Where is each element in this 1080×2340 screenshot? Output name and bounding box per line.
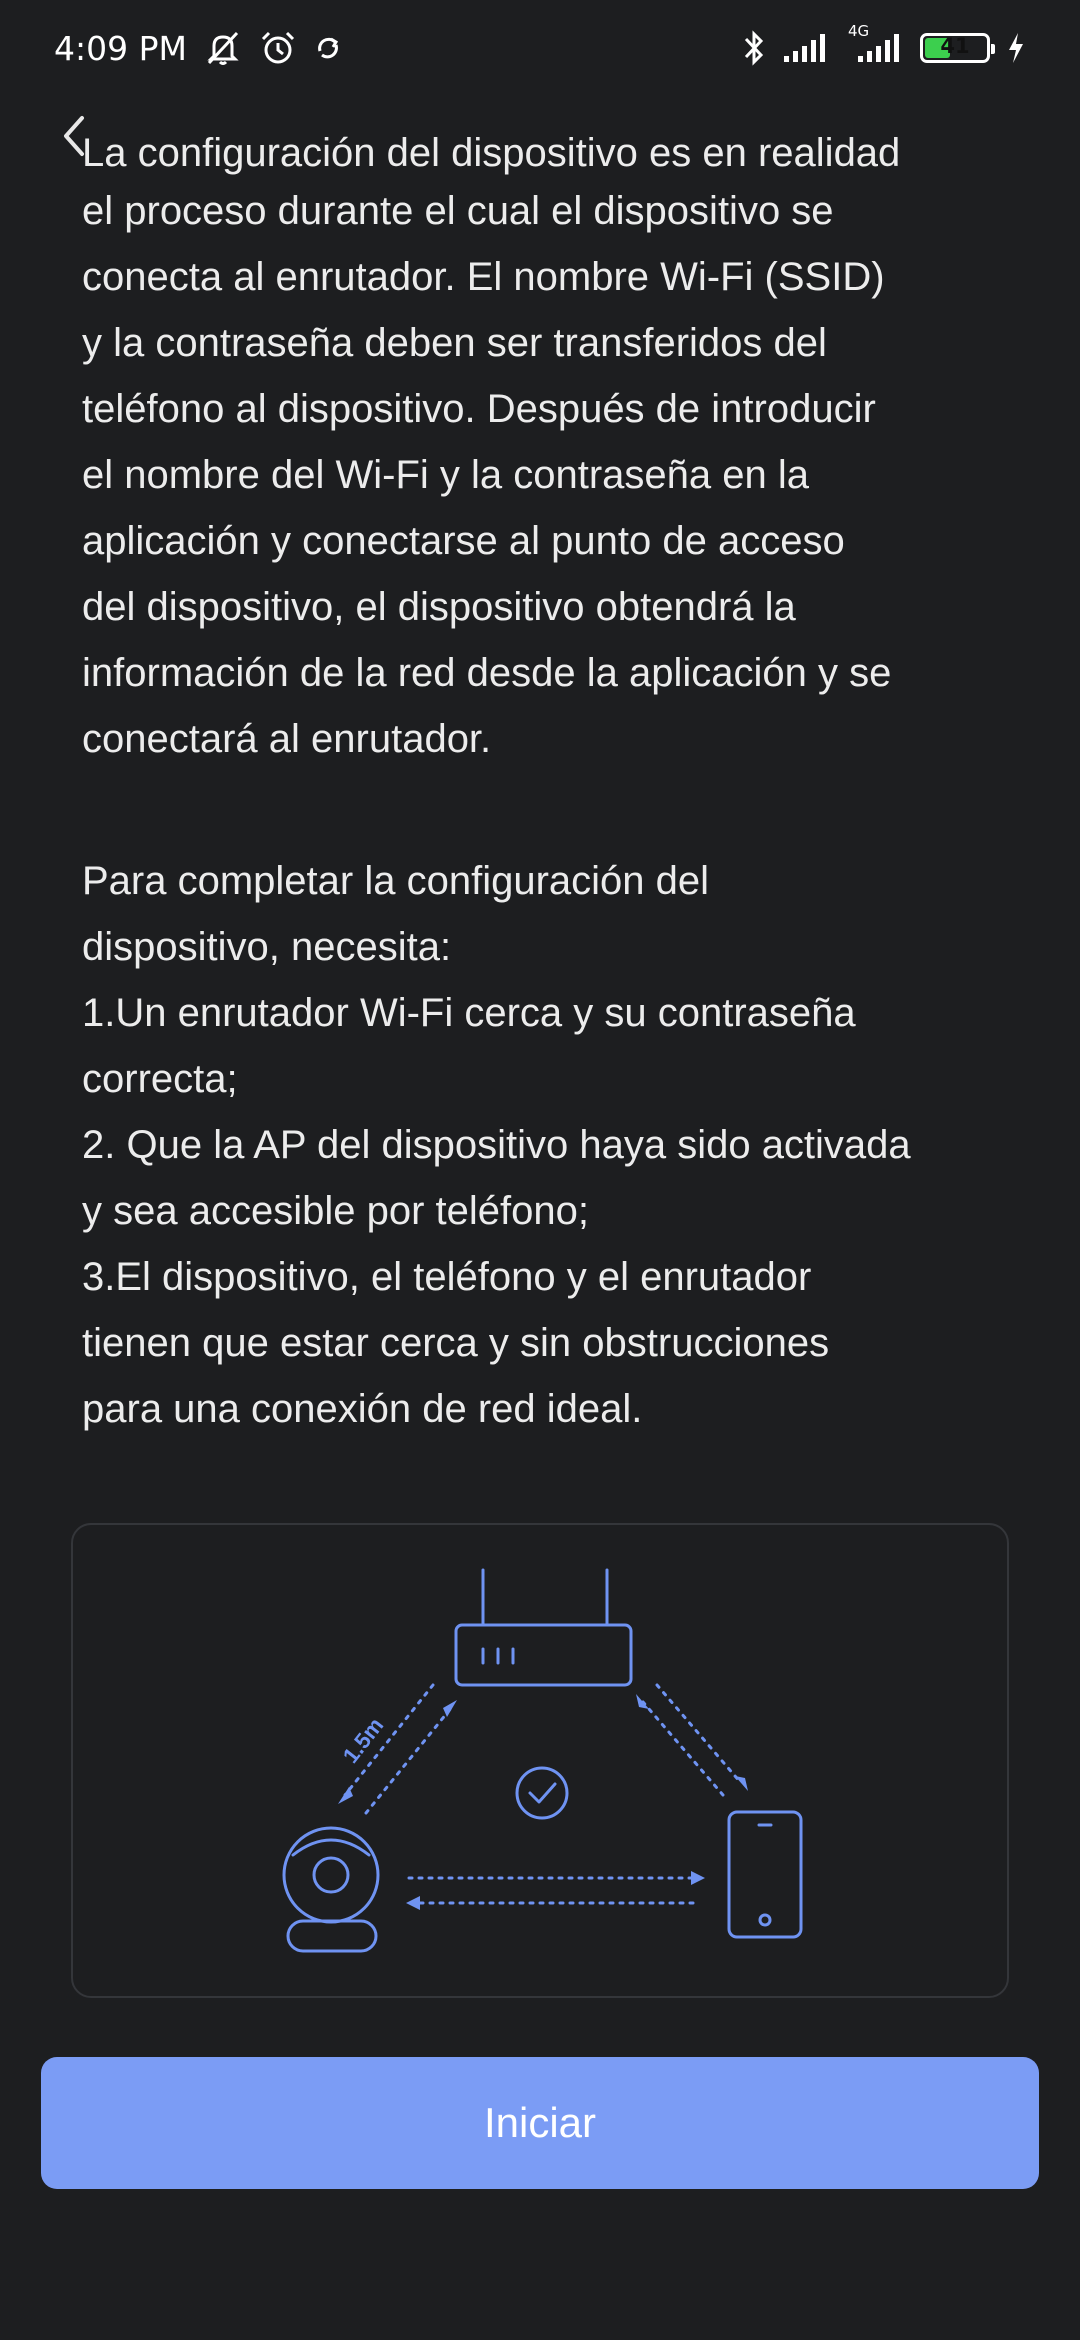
- instructions-text: [82, 178, 1022, 1442]
- camera-icon: [284, 1828, 378, 1951]
- signal-4g-icon: [846, 22, 904, 64]
- requirement-item: para una conexión de red ideal.: [82, 1387, 643, 1431]
- start-button[interactable]: Iniciar: [41, 2057, 1039, 2189]
- paragraph-wifi-explanation: [82, 178, 1022, 772]
- router-icon: [456, 1570, 631, 1685]
- status-time: 4:09 PM: [54, 28, 187, 68]
- arrowhead: [443, 1700, 457, 1717]
- text-line: conecta al enrutador. El nombre Wi-Fi (SSID): [82, 255, 885, 299]
- charging-icon: [1006, 31, 1026, 65]
- check-circle-icon: [517, 1768, 567, 1818]
- text-line: teléfono al dispositivo. Después de introducir: [82, 387, 876, 431]
- requirement-item: 3.El dispositivo, el teléfono y el enrutador: [82, 1255, 812, 1299]
- requirement-item: tienen que estar cerca y sin obstrucciones: [82, 1321, 830, 1365]
- arrowhead: [636, 1694, 649, 1709]
- battery-icon: [920, 33, 990, 63]
- text-line: aplicación y conectarse al punto de acceso: [82, 519, 845, 563]
- network-diagram: [71, 1523, 1009, 1998]
- arrowhead: [406, 1896, 420, 1910]
- arrowhead: [735, 1776, 748, 1791]
- network-type-label: 4G: [848, 22, 870, 40]
- muted-bell-icon: [203, 30, 243, 66]
- requirement-item: y sea accesible por teléfono;: [82, 1189, 589, 1233]
- status-bar: [0, 0, 1080, 96]
- text-line: el nombre del Wi-Fi y la contraseña en la: [82, 453, 809, 497]
- signal-icon: [782, 32, 830, 64]
- text-line: conectará al enrutador.: [82, 717, 492, 761]
- distance-label: 1.5m: [337, 1712, 389, 1768]
- status-bar-right: [742, 22, 1026, 67]
- text-line: del dispositivo, el dispositivo obtendrá la: [82, 585, 796, 629]
- battery-level: 41: [940, 34, 970, 58]
- sync-icon: [313, 33, 343, 63]
- alarm-icon: [259, 30, 297, 66]
- text-line: y la contraseña deben ser transferidos del: [82, 321, 827, 365]
- requirement-item: 1.Un enrutador Wi-Fi cerca y su contraseña: [82, 991, 856, 1035]
- text-line: información de la red desde la aplicación y se: [82, 651, 892, 695]
- paragraph-requirements: [82, 848, 1022, 1442]
- text-line: Para completar la configuración del: [82, 859, 710, 903]
- text-line: el proceso durante el cual el dispositivo se: [82, 189, 834, 233]
- text-line: dispositivo, necesita:: [82, 925, 452, 969]
- requirement-item: 2. Que la AP del dispositivo haya sido activada: [82, 1123, 911, 1167]
- bluetooth-icon: [742, 29, 766, 67]
- arrowhead: [691, 1871, 705, 1885]
- status-bar-left: [54, 29, 343, 68]
- phone-icon: [729, 1812, 801, 1937]
- cut-line-text: La configuración del dispositivo es en realidad: [82, 131, 901, 175]
- requirement-item: correcta;: [82, 1057, 238, 1101]
